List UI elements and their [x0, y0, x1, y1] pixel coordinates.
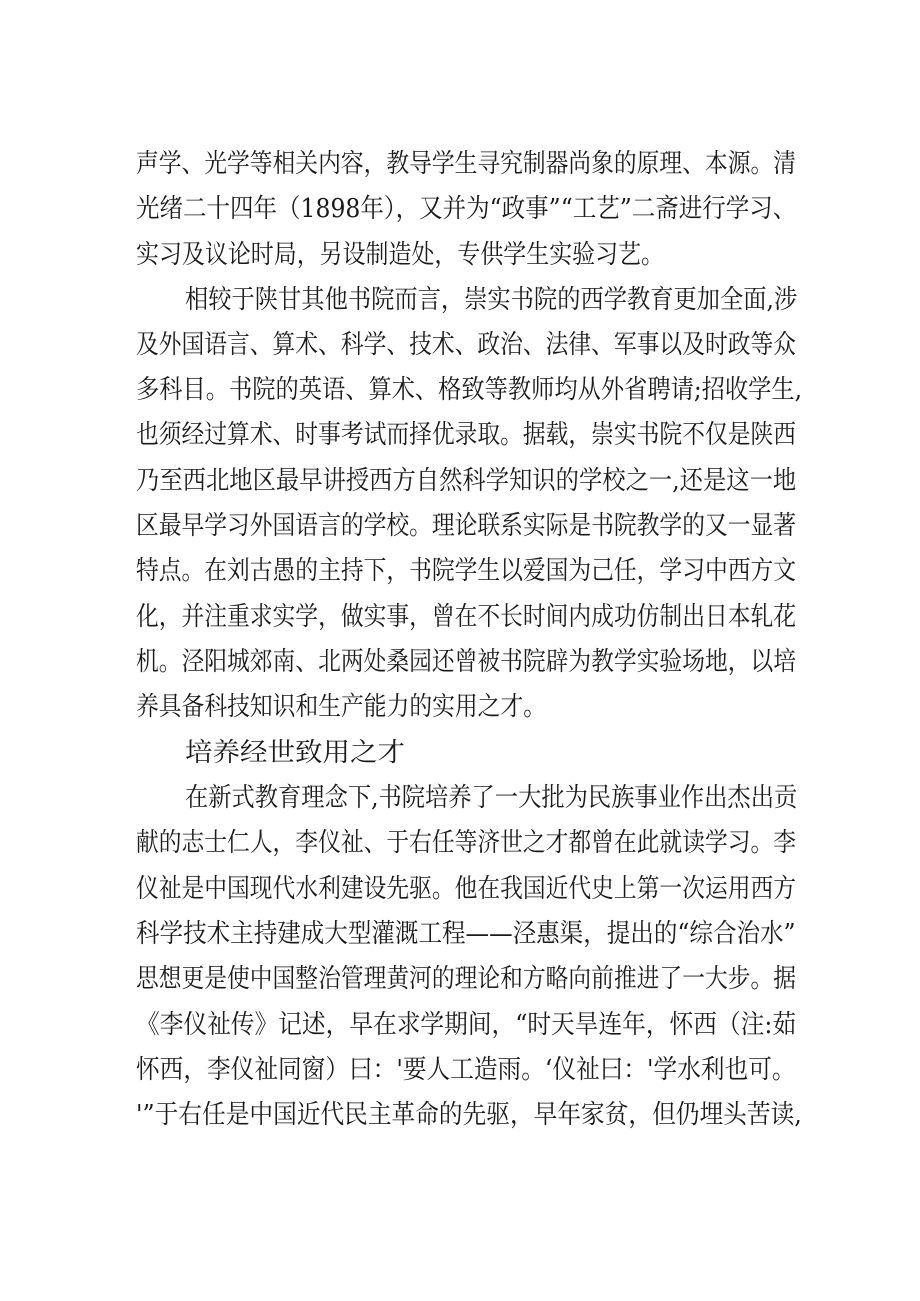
text-line: 相较于陕甘其他书院而言，崇实书院的西学教育更加全面,涉	[185, 285, 798, 315]
text-line: 及外国语言、算术、科学、技术、政治、法律、军事以及时政等众	[136, 330, 796, 360]
text-line: 养具备科技知识和生产能力的实用之才。	[136, 692, 547, 722]
text-line: 仪祉是中国现代水利建设先驱。他在我国近代史上第一次运用西方	[136, 874, 796, 904]
text-line: 《李仪祉传》记述，早在求学期间，“时天旱连年，怀西（注:茹	[136, 1010, 797, 1040]
text-line: 化，并注重求实学，做实事，曾在不长时间内成功仿制出日本轧花	[136, 602, 796, 632]
text-line: 科学技术主持建成大型灌溉工程——泾惠渠，提出的“综合治水”	[136, 919, 796, 949]
section-heading: 培养经世致用之才	[185, 738, 406, 768]
text-line: 在新式教育理念下,书院培养了一大批为民族事业作出杰出贡	[185, 783, 798, 813]
text-line: 乃至西北地区最早讲授西方自然科学知识的学校之一,还是这一地	[136, 466, 797, 496]
text-line: 怀西，李仪祉同窗）曰：'要人工造雨。‘仪祉曰：'学水利也可。	[136, 1055, 796, 1085]
text-line: 机。泾阳城郊南、北两处桑园还曾被书院辟为教学实验场地，以培	[136, 647, 796, 677]
text-line: 特点。在刘古愚的主持下，书院学生以爱国为己任，学习中西方文	[136, 556, 796, 586]
text-line: 多科目。书院的英语、算术、格致等教师均从外省聘请;招收学生,	[136, 375, 803, 405]
text-line: 思想更是使中国整治管理黄河的理论和方略向前推进了一大步。据	[136, 964, 796, 994]
text-line: 也须经过算术、时事考试而择优录取。据载，崇实书院不仅是陕西	[136, 420, 796, 450]
text-line: 光绪二十四年（1898年），又并为“政事”“工艺”二斋进行学习、	[136, 194, 797, 224]
text-line: 实习及议论时局，另设制造处，专供学生实验习艺。	[136, 240, 664, 270]
text-line: 区最早学习外国语言的学校。理论联系实际是书院教学的又一显著	[136, 511, 796, 541]
text-line: '”于右任是中国近代民主革命的先驱，早年家贫，但仍埋头苦读,	[136, 1100, 802, 1130]
text-line: 声学、光学等相关内容，教导学生寻究制器尚象的原理、本源。清	[136, 149, 796, 179]
text-line: 献的志士仁人，李仪祉、于右任等济世之才都曾在此就读学习。李	[136, 828, 796, 858]
